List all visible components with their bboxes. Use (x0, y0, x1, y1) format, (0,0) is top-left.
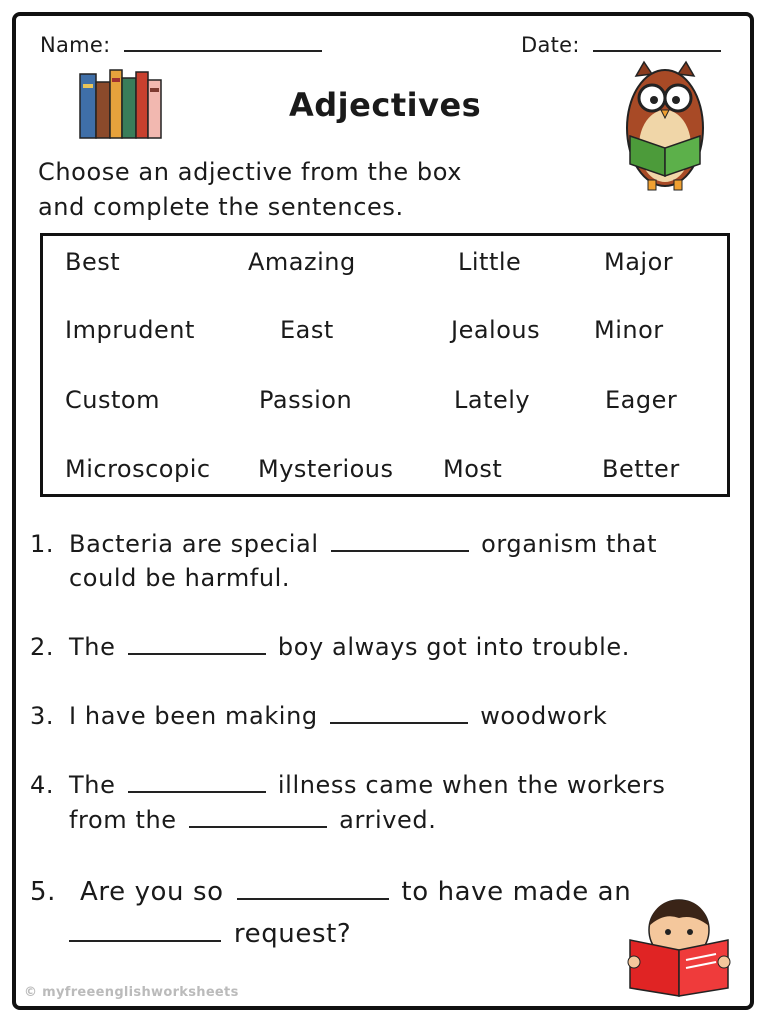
answer-blank[interactable] (128, 652, 266, 655)
word-option: Mysterious (258, 455, 394, 483)
name-line[interactable] (124, 50, 322, 52)
question-5-number: 5. (30, 877, 57, 907)
name-field[interactable] (40, 33, 322, 57)
question-1-line-2: could be harmful. (69, 564, 291, 592)
question-text: Are you so (80, 877, 224, 907)
question-2-line-1 (69, 630, 630, 665)
question-5-line-1 (80, 871, 631, 913)
question-text: arrived. (339, 806, 437, 834)
word-box (40, 233, 730, 497)
answer-blank[interactable] (128, 790, 266, 793)
word-option: Microscopic (65, 455, 211, 483)
word-option: Little (458, 248, 522, 276)
word-option: Jealous (451, 316, 541, 344)
word-option: Major (604, 248, 674, 276)
word-option: Custom (65, 386, 160, 414)
date-field[interactable] (521, 33, 721, 57)
answer-blank[interactable] (330, 721, 468, 724)
question-4-number: 4. (30, 771, 55, 799)
question-text: The (69, 771, 116, 799)
question-text: from the (69, 806, 177, 834)
word-option: Passion (259, 386, 353, 414)
date-label: Date: (521, 33, 580, 57)
answer-blank[interactable] (331, 549, 469, 552)
question-1-number: 1. (30, 530, 55, 558)
word-option: Imprudent (65, 316, 195, 344)
question-text: to have made an (401, 877, 632, 907)
word-option: East (280, 316, 334, 344)
instruction-line-1: Choose an adjective from the box (38, 158, 463, 186)
question-4-line-1 (69, 768, 665, 803)
answer-blank[interactable] (189, 825, 327, 828)
question-text: The (69, 633, 116, 661)
name-label: Name: (40, 33, 111, 57)
books-icon (78, 64, 164, 140)
question-1-line-1 (69, 527, 657, 562)
question-5-line-2 (69, 913, 351, 955)
page-title: Adjectives (289, 86, 482, 124)
question-text: boy always got into trouble. (277, 633, 631, 661)
question-3-number: 3. (30, 702, 55, 730)
word-option: Lately (454, 386, 531, 414)
answer-blank[interactable] (69, 939, 221, 942)
instruction-line-2: and complete the sentences. (38, 193, 404, 221)
question-text: organism that (481, 530, 658, 558)
question-text: request? (233, 919, 352, 949)
word-option: Eager (605, 386, 678, 414)
question-text: woodwork (480, 702, 608, 730)
date-line[interactable] (593, 50, 721, 52)
word-option: Minor (594, 316, 664, 344)
answer-blank[interactable] (237, 897, 389, 900)
boy-reading-icon (624, 896, 734, 1000)
watermark: © myfreeenglishworksheets (24, 985, 239, 1000)
word-option: Best (65, 248, 121, 276)
word-option: Most (443, 455, 503, 483)
question-text: I have been making (69, 702, 318, 730)
word-option: Amazing (248, 248, 356, 276)
question-text: illness came when the workers (277, 771, 666, 799)
word-option: Better (602, 455, 680, 483)
question-2-number: 2. (30, 633, 55, 661)
question-text: Bacteria are special (69, 530, 319, 558)
question-3-line-1 (69, 699, 607, 734)
owl-reading-icon (620, 58, 710, 198)
question-4-line-2 (69, 803, 436, 838)
